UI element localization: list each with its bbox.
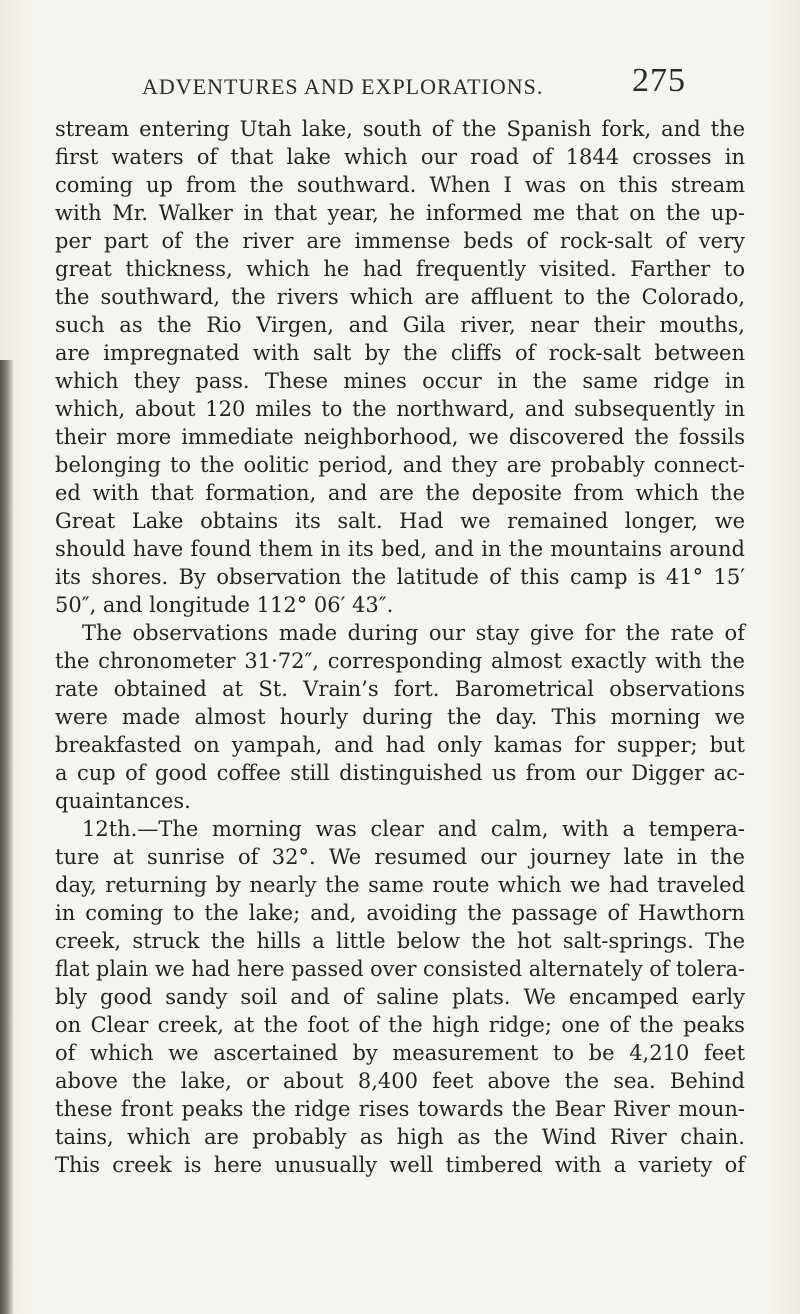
text-line: breakfasted on yampah, and had only kamas for supper; but — [55, 733, 745, 757]
text-line: a cup of good coffee still distinguished us from our Digger ac- — [55, 761, 746, 785]
text-line: these front peaks the ridge rises towards the Bear River moun- — [55, 1097, 745, 1121]
text-line: quaintances. — [55, 789, 191, 813]
text-line: coming up from the southward. When I was on this stream — [55, 173, 746, 197]
text-line: which, about 120 miles to the northward, and subsequently in — [55, 397, 746, 421]
text-line: rate obtained at St. Vrain’s fort. Barometrical observations — [55, 677, 746, 701]
text-line: were made almost hourly during the day. This morning we — [55, 705, 746, 729]
text-line: ture at sunrise of 32°. We resumed our journey late in the — [55, 845, 745, 869]
text-line: ed with that formation, and are the deposite from which the — [55, 481, 746, 505]
text-line: on Clear creek, at the foot of the high ridge; one of the peaks — [55, 1013, 745, 1037]
text-line: such as the Rio Virgen, and Gila river, near their mouths, — [55, 313, 745, 337]
text-line: per part of the river are immense beds of rock-salt of very — [55, 229, 745, 253]
text-line: great thickness, which he had frequently visited. Farther to — [55, 257, 745, 281]
text-line: the southward, the rivers which are affluent to the Colorado, — [55, 285, 746, 309]
text-line: which they pass. These mines occur in the same ridge in — [55, 369, 746, 393]
text-line: Great Lake obtains its salt. Had we remained longer, we — [55, 509, 746, 533]
text-line: in coming to the lake; and, avoiding the passage of Hawthorn — [55, 901, 745, 925]
body-text — [55, 110, 775, 1310]
text-line: day, returning by nearly the same route which we had traveled — [55, 873, 746, 897]
text-line: its shores. By observation the latitude of this camp is 41° 15′ — [55, 565, 746, 589]
text-line: the chronometer 31·72″, corresponding almost exactly with the — [55, 649, 745, 673]
running-head: ADVENTURES AND EXPLORATIONS. — [142, 74, 544, 99]
text-line: their more immediate neighborhood, we discovered the fossils — [55, 425, 745, 449]
paragraph-start-line: 12th.—The morning was clear and calm, with a tempera- — [82, 817, 745, 841]
text-line: bly good sandy soil and of saline plats. We encamped early — [55, 985, 746, 1009]
text-line: creek, struck the hills a little below the hot salt-springs. The — [55, 929, 745, 953]
text-line: stream entering Utah lake, south of the Spanish fork, and the — [55, 117, 745, 141]
text-line: 50″, and longitude 112° 06′ 43″. — [55, 593, 394, 617]
text-line: first waters of that lake which our road of 1844 crosses in — [55, 145, 745, 169]
text-line: should have found them in its bed, and in the mountains around — [55, 537, 745, 561]
text-line: are impregnated with salt by the cliffs of rock-salt between — [55, 341, 746, 365]
page-header — [0, 62, 800, 110]
text-line: with Mr. Walker in that year, he informed me that on the up- — [55, 201, 745, 225]
text-line: tains, which are probably as high as the Wind River chain. — [55, 1125, 745, 1149]
paragraph-start-line: The observations made during our stay give for the rate of — [82, 621, 745, 645]
text-line: belonging to the oolitic period, and they are probably connect- — [55, 453, 745, 477]
page-number: 275 — [632, 62, 686, 99]
book-spine-shadow — [0, 360, 14, 1314]
text-line: of which we ascertained by measurement to be 4,210 feet — [55, 1041, 746, 1065]
text-line: above the lake, or about 8,400 feet above the sea. Behind — [55, 1069, 746, 1093]
text-line: This creek is here unusually well timbered with a variety of — [55, 1153, 746, 1177]
text-line: flat plain we had here passed over consisted alternately of tolera- — [55, 957, 745, 981]
